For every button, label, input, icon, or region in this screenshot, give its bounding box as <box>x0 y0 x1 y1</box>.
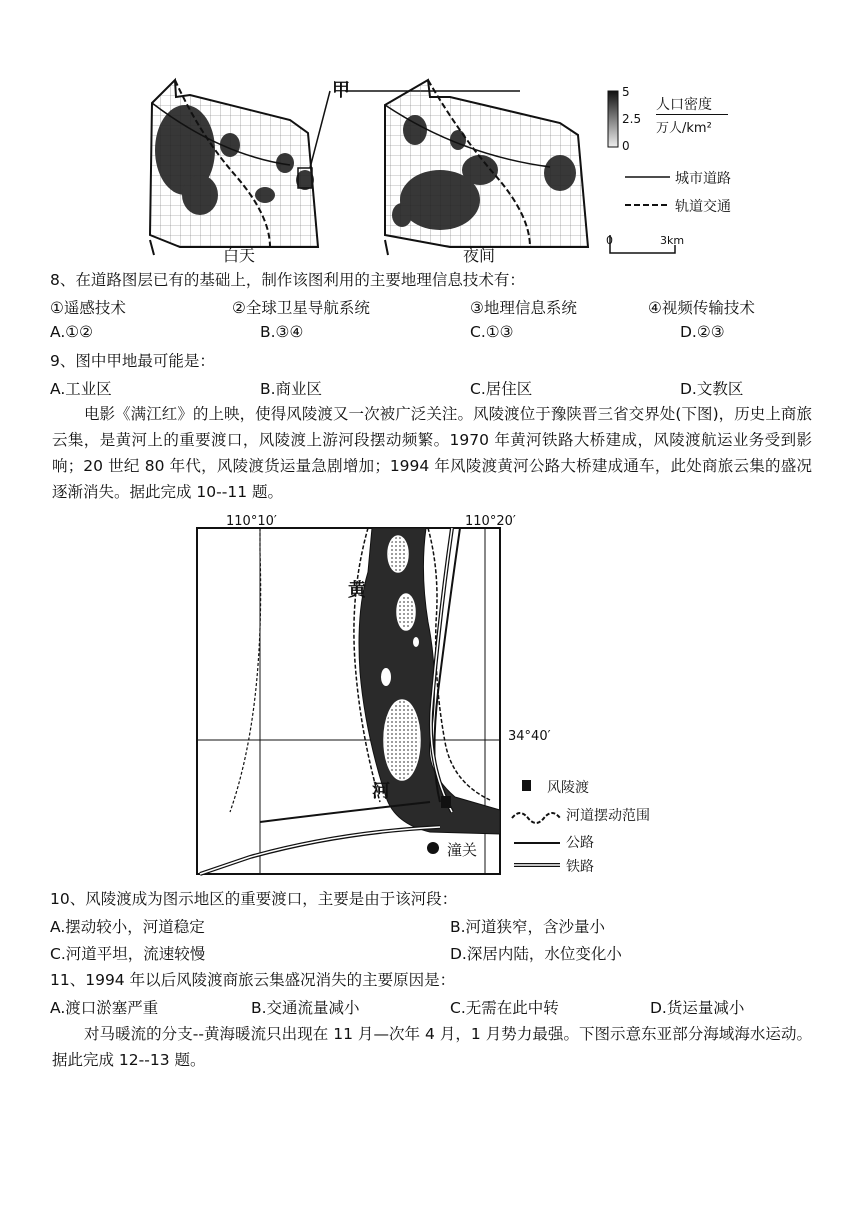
q11-option-c: C.无需在此中转 <box>450 999 559 1017</box>
passage-fenglingdu: 电影《满江红》的上映，使得风陵渡又一次被广泛关注。风陵渡位于豫陕晋三省交界处(下图)，历史上商旅云集，是黄河上的重要渡口，风陵渡上游河段摆动频繁。1970 年黄河铁路大桥建成，风陵渡航运业务受到影响；20 世纪 80 年代，风陵渡货运量急剧增加；1994 年风陵渡黄河公路大桥建成通车，此处商旅云集的盛况逐渐消失。据此完成 10--11 题。 <box>52 405 812 501</box>
river-char-he: 河 <box>372 781 390 802</box>
q8-stem: 8、在道路图层已有的基础上，制作该图利用的主要地理信息技术有： <box>50 271 525 289</box>
fenglingdu-map-svg <box>190 512 710 882</box>
q11-stem: 11、1994 年以后风陵渡商旅云集盛况消失的主要原因是： <box>50 971 456 989</box>
q8-item-4: ④视频传输技术 <box>648 299 755 317</box>
q8-item-2: ②全球卫星导航系统 <box>232 299 370 317</box>
q11-option-d: D.货运量减小 <box>650 999 745 1017</box>
legend-scale-min: 0 <box>622 139 630 153</box>
legend-rail: 轨道交通 <box>675 199 731 215</box>
fenglingdu-marker <box>441 796 451 808</box>
lon-left: 110°10′ <box>226 514 277 529</box>
tongguan-marker <box>427 842 439 854</box>
q10-stem: 10、风陵渡成为图示地区的重要渡口，主要是由于该河段： <box>50 890 458 908</box>
density-legend <box>608 91 675 253</box>
q10-option-d: D.深居内陆，水位变化小 <box>450 945 622 963</box>
q10-option-c: C.河道平坦，流速较慢 <box>50 945 206 963</box>
q8-item-1: ①遥感技术 <box>50 299 126 317</box>
legend-swing-range: 河道摆动范围 <box>566 808 650 824</box>
legend-fenglingdu: 风陵渡 <box>547 780 589 796</box>
fenglingdu-map-figure <box>190 512 710 882</box>
lon-right: 110°20′ <box>465 514 516 529</box>
q10-option-a: A.摆动较小，河道稳定 <box>50 918 205 936</box>
night-map <box>385 80 588 255</box>
label-night: 夜间 <box>463 246 496 265</box>
q11-option-a: A.渡口淤塞严重 <box>50 999 159 1017</box>
legend-scale-mid: 2.5 <box>622 112 642 126</box>
legend-density-unit: 万人/km² <box>656 121 712 136</box>
lat-label: 34°40′ <box>508 729 551 744</box>
q8-option-b: B.③④ <box>260 323 304 341</box>
legend-scalebar-length: 3km <box>660 234 685 247</box>
label-jia: 甲 <box>332 80 350 101</box>
q8-option-c: C.①③ <box>470 323 514 341</box>
label-day: 白天 <box>223 246 256 265</box>
legend-railway: 铁路 <box>566 859 594 875</box>
legend-density-title: 人口密度 <box>656 94 728 115</box>
legend-road: 城市道路 <box>675 171 731 187</box>
density-maps-svg <box>140 75 740 265</box>
population-density-figure <box>140 75 740 265</box>
q9-option-a: A.工业区 <box>50 380 112 398</box>
q8-option-d: D.②③ <box>680 323 725 341</box>
q9-option-c: C.居住区 <box>470 380 533 398</box>
legend-scalebar-zero: 0 <box>606 234 613 247</box>
tongguan-label: 潼关 <box>447 841 478 859</box>
q9-option-b: B.商业区 <box>260 380 323 398</box>
q9-option-d: D.文教区 <box>680 380 744 398</box>
legend-highway: 公路 <box>566 835 594 851</box>
q8-item-3: ③地理信息系统 <box>470 299 577 317</box>
river-char-huang: 黄 <box>348 580 366 601</box>
passage-yellow-sea-warm-current: 对马暖流的分支--黄海暖流只出现在 11 月—次年 4 月，1 月势力最强。下图示意东亚部分海域海水运动。据此完成 12--13 题。 <box>52 1025 812 1069</box>
q9-stem: 9、图中甲地最可能是： <box>50 352 215 370</box>
q10-option-b: B.河道狭窄，含沙量小 <box>450 918 606 936</box>
q8-option-a: A.①② <box>50 323 94 341</box>
legend-scale-max: 5 <box>622 85 630 99</box>
q11-option-b: B.交通流量减小 <box>251 999 360 1017</box>
